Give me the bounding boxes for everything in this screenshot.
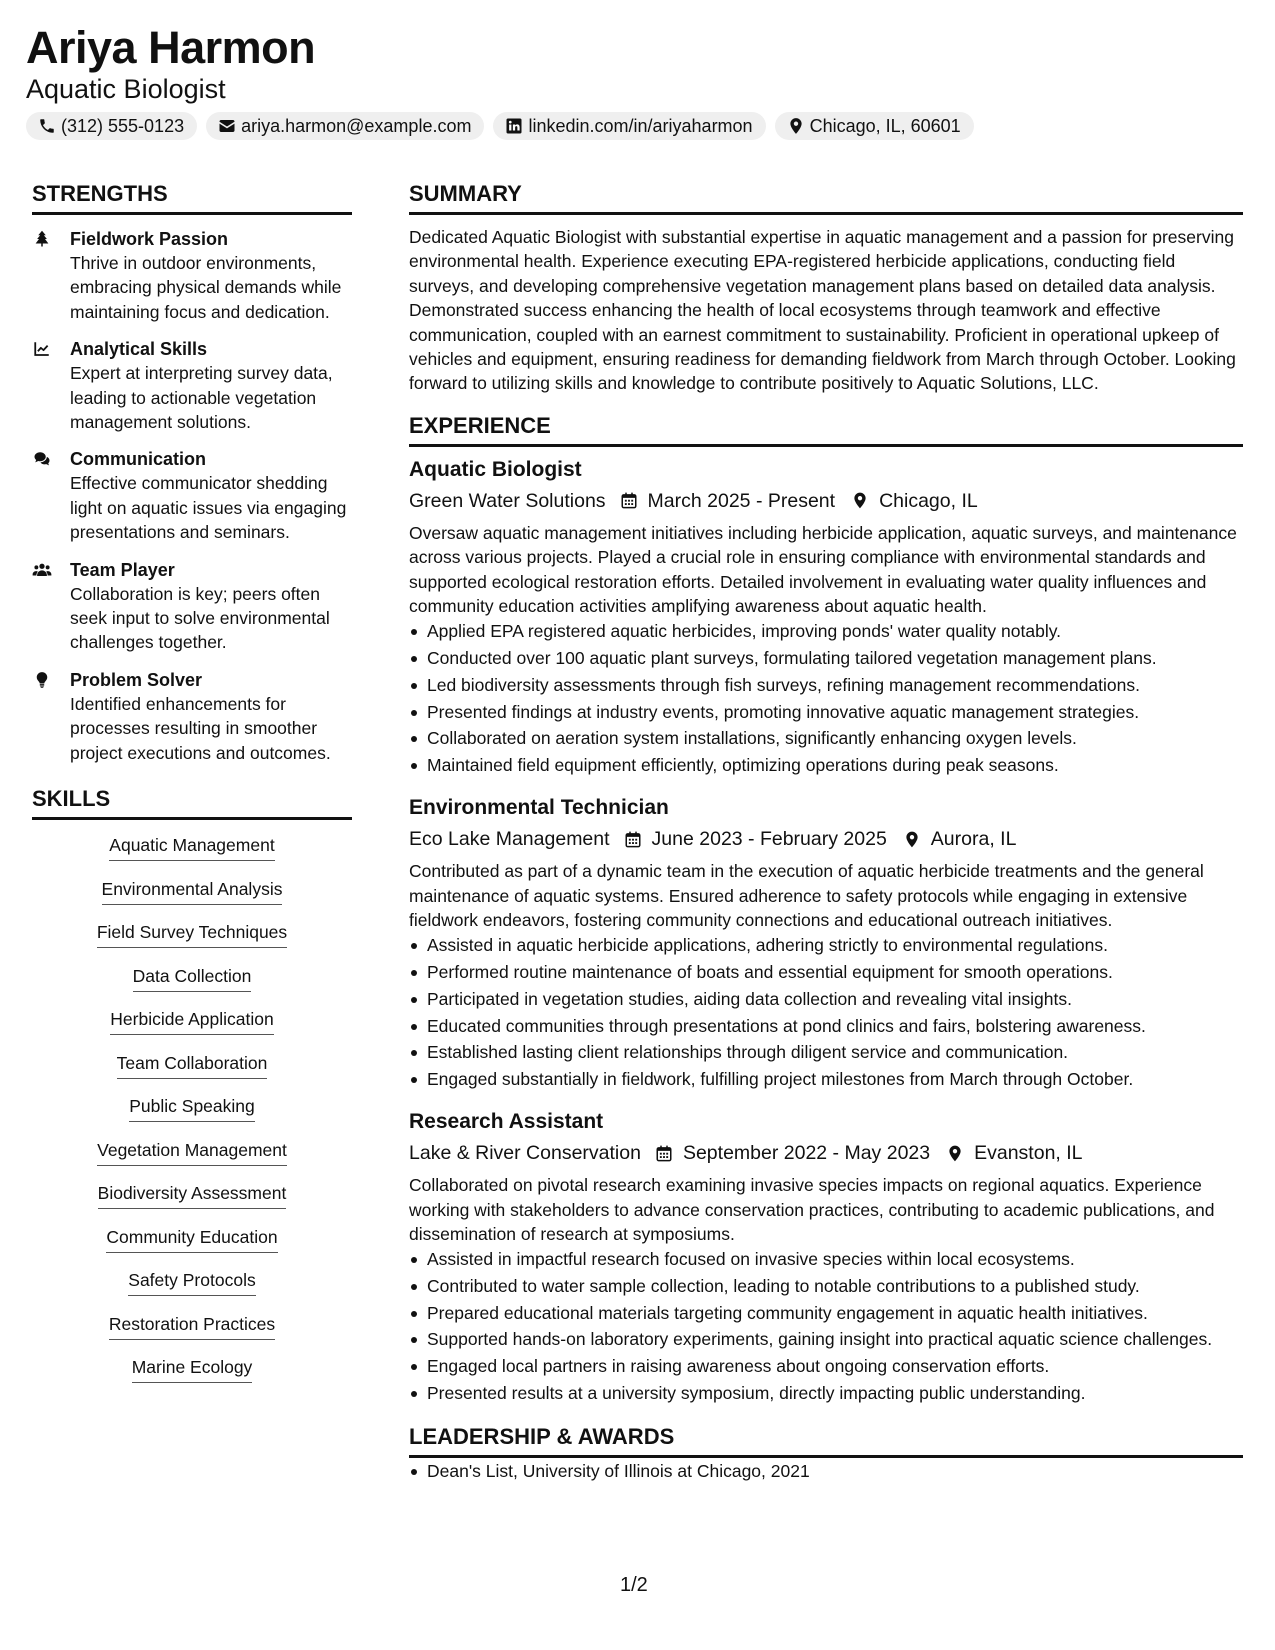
job-bullets bbox=[409, 1247, 1243, 1405]
summary-heading: SUMMARY bbox=[409, 180, 1243, 215]
contact-email[interactable] bbox=[206, 112, 484, 140]
skill-item: Marine Ecology bbox=[132, 1356, 253, 1383]
summary-text: Dedicated Aquatic Biologist with substantial expertise in aquatic management and a passion for preserving environmental health. Experience executing EPA-registered herbicide applications, conducting field surveys, and developing comprehensive vegetation management plans based on detailed data analysis. Demonstrated success enhancing the health of local ecosystems through teamwork and effective communication, coupled with an earnest commitment to sustainability. Proficient in operational upkeep of vehicles and equipment, ensuring readiness for demanding fieldwork from March through October. Looking forward to utilizing skills and knowledge to contribute positively to Aquatic Solutions, LLC. bbox=[409, 227, 1236, 394]
resume-header bbox=[26, 22, 974, 140]
job-entry bbox=[409, 795, 1243, 1091]
candidate-title: Aquatic Biologist bbox=[26, 74, 226, 104]
job-dates: March 2025 - Present bbox=[647, 489, 836, 512]
job-title: Environmental Technician bbox=[409, 796, 669, 820]
strength-desc: Collaboration is key; peers often seek input to solve environmental challenges together. bbox=[70, 583, 330, 653]
email-text: ariya.harmon@example.com bbox=[241, 115, 472, 136]
job-description: Oversaw aquatic management initiatives including herbicide application, aquatic surveys, and maintenance across various projects. Played a crucial role in ensuring compliance with environmental standards and supported ecological restoration efforts. Detailed involvement in evaluating water quality influences and community education activities amplifying awareness about aquatic health. bbox=[409, 522, 1237, 617]
list-item: Assisted in aquatic herbicide applications, adhering strictly to environmental regulations. bbox=[409, 933, 1243, 957]
job-dates: June 2023 - February 2025 bbox=[651, 828, 887, 851]
list-item: Collaborated on aeration system installations, significantly enhancing oxygen levels. bbox=[409, 726, 1243, 750]
list-item: Educated communities through presentations at pond clinics and fairs, bolstering awareness. bbox=[409, 1014, 1243, 1038]
list-item: Prepared educational materials targeting community engagement in aquatic health initiatives. bbox=[409, 1301, 1243, 1325]
strength-item bbox=[32, 447, 352, 544]
list-item: Conducted over 100 aquatic plant surveys, formulating tailored vegetation management plans. bbox=[409, 646, 1243, 670]
strengths-list bbox=[32, 227, 352, 765]
map-pin-icon bbox=[787, 117, 805, 135]
skill-item: Field Survey Techniques bbox=[97, 921, 287, 948]
skills-list bbox=[32, 834, 352, 1400]
strength-desc: Identified enhancements for processes resulting in smoother project executions and outcomes. bbox=[70, 693, 331, 763]
job-bullets bbox=[409, 619, 1243, 777]
calendar-icon bbox=[624, 830, 642, 849]
skill-item: Public Speaking bbox=[129, 1095, 255, 1122]
list-item: Participated in vegetation studies, aiding data collection and revealing vital insights. bbox=[409, 987, 1243, 1011]
strength-desc: Thrive in outdoor environments, embracing physical demands while maintaining focus and dedication. bbox=[70, 253, 342, 322]
calendar-icon bbox=[655, 1144, 673, 1163]
job-entry bbox=[409, 457, 1243, 777]
skill-item: Team Collaboration bbox=[117, 1052, 268, 1079]
list-item: Engaged substantially in fieldwork, fulfilling project milestones from March through October. bbox=[409, 1067, 1243, 1091]
job-location: Aurora, IL bbox=[930, 828, 1017, 851]
strength-name: Team Player bbox=[70, 559, 175, 580]
list-item: Assisted in impactful research focused on invasive species within local ecosystems. bbox=[409, 1247, 1243, 1271]
awards-section bbox=[409, 1423, 1243, 1483]
candidate-name: Ariya Harmon bbox=[26, 22, 316, 73]
skill-item: Safety Protocols bbox=[128, 1269, 255, 1296]
linkedin-text: linkedin.com/in/ariyaharmon bbox=[528, 115, 753, 136]
skill-item: Environmental Analysis bbox=[102, 878, 283, 905]
linkedin-icon bbox=[505, 117, 523, 135]
strength-item bbox=[32, 337, 352, 434]
strength-desc: Effective communicator shedding light on aquatic issues via engaging presentations and seminars. bbox=[70, 473, 347, 543]
job-company: Lake & River Conservation bbox=[409, 1142, 641, 1165]
contact-linkedin[interactable] bbox=[493, 112, 765, 140]
strength-item bbox=[32, 668, 352, 765]
skills-section bbox=[32, 785, 352, 1400]
calendar-icon bbox=[620, 491, 638, 510]
strengths-heading: STRENGTHS bbox=[32, 180, 352, 215]
comments-icon bbox=[32, 450, 52, 468]
phone-text: (312) 555-0123 bbox=[61, 115, 185, 136]
job-bullets bbox=[409, 933, 1243, 1091]
job-location: Evanston, IL bbox=[974, 1142, 1083, 1165]
skill-item: Vegetation Management bbox=[97, 1139, 287, 1166]
strength-item bbox=[32, 558, 352, 655]
job-company: Eco Lake Management bbox=[409, 828, 610, 851]
skills-heading: SKILLS bbox=[32, 785, 352, 820]
phone-icon bbox=[38, 117, 56, 135]
list-item: Performed routine maintenance of boats and essential equipment for smooth operations. bbox=[409, 960, 1243, 984]
list-item: Contributed to water sample collection, leading to notable contributions to a published study. bbox=[409, 1274, 1243, 1298]
list-item: Supported hands-on laboratory experiments, gaining insight into practical aquatic science challenges. bbox=[409, 1327, 1243, 1351]
job-meta bbox=[409, 487, 1243, 515]
strength-desc: Expert at interpreting survey data, leading to actionable vegetation management solutions. bbox=[70, 363, 333, 433]
map-pin-icon bbox=[851, 491, 869, 510]
list-item: Presented results at a university symposium, directly impacting public understanding. bbox=[409, 1381, 1243, 1405]
envelope-icon bbox=[218, 117, 236, 135]
skill-item: Community Education bbox=[106, 1226, 277, 1253]
awards-heading: LEADERSHIP & AWARDS bbox=[409, 1423, 1243, 1458]
job-company: Green Water Solutions bbox=[409, 489, 606, 512]
list-item: Dean's List, University of Illinois at Chicago, 2021 bbox=[409, 1459, 1243, 1483]
job-dates: September 2022 - May 2023 bbox=[682, 1142, 931, 1165]
skill-item: Restoration Practices bbox=[109, 1313, 275, 1340]
contact-phone[interactable] bbox=[26, 112, 197, 140]
strength-item bbox=[32, 227, 352, 324]
location-text: Chicago, IL, 60601 bbox=[809, 115, 961, 136]
left-column bbox=[32, 180, 352, 1400]
strength-name: Fieldwork Passion bbox=[70, 229, 229, 249]
skill-item: Herbicide Application bbox=[110, 1008, 273, 1035]
tree-icon bbox=[32, 230, 52, 248]
right-column bbox=[409, 180, 1243, 1486]
strength-name: Analytical Skills bbox=[70, 339, 208, 360]
lightbulb-icon bbox=[32, 671, 52, 689]
contact-bar bbox=[26, 112, 974, 140]
experience-section bbox=[409, 412, 1243, 1405]
job-meta bbox=[409, 825, 1243, 853]
list-item: Maintained field equipment efficiently, optimizing operations during peak seasons. bbox=[409, 753, 1243, 777]
job-title: Aquatic Biologist bbox=[409, 457, 582, 481]
skill-item: Aquatic Management bbox=[109, 834, 274, 861]
list-item: Presented findings at industry events, promoting innovative aquatic management strategies. bbox=[409, 700, 1243, 724]
list-item: Established lasting client relationships through diligent service and communication. bbox=[409, 1040, 1243, 1064]
list-item: Applied EPA registered aquatic herbicides, improving ponds' water quality notably. bbox=[409, 619, 1243, 643]
page-number: 1/2 bbox=[620, 1574, 648, 1596]
skill-item: Data Collection bbox=[133, 965, 252, 992]
awards-list bbox=[409, 1459, 1243, 1483]
users-icon bbox=[32, 561, 52, 579]
contact-location bbox=[775, 112, 974, 140]
experience-heading: EXPERIENCE bbox=[409, 412, 1243, 447]
job-description: Contributed as part of a dynamic team in the execution of aquatic herbicide treatments and the general maintenance of aquatic systems. Ensured adherence to safety protocols while engaging in extensive fieldwork endeavors, fostering community connections and educational outreach initiatives. bbox=[409, 861, 1204, 930]
job-meta bbox=[409, 1139, 1243, 1167]
map-pin-icon bbox=[946, 1144, 964, 1163]
skill-item: Biodiversity Assessment bbox=[98, 1182, 287, 1209]
job-entry bbox=[409, 1109, 1243, 1405]
list-item: Led biodiversity assessments through fish surveys, refining management recommendations. bbox=[409, 673, 1243, 697]
job-description: Collaborated on pivotal research examining invasive species impacts on regional aquatics. Experience working with stakeholders to advance conservation practices, contributing to academic publications, and dissemination of research at symposiums. bbox=[409, 1175, 1215, 1244]
chart-line-icon bbox=[32, 340, 52, 358]
strength-name: Problem Solver bbox=[70, 669, 203, 690]
job-location: Chicago, IL bbox=[879, 489, 978, 512]
map-pin-icon bbox=[903, 830, 921, 849]
list-item: Engaged local partners in raising awareness about ongoing conservation efforts. bbox=[409, 1354, 1243, 1378]
strength-name: Communication bbox=[70, 449, 207, 470]
job-title: Research Assistant bbox=[409, 1110, 604, 1134]
